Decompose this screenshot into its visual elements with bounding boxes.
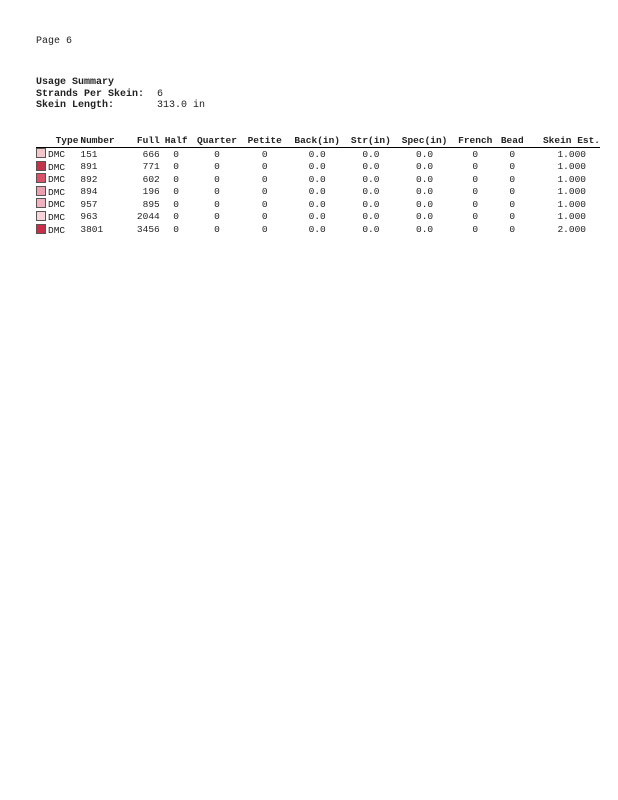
quarter-count: 0 — [214, 173, 220, 185]
thread-type-cell — [36, 161, 78, 174]
thread-number: 957 — [80, 198, 98, 210]
half-count: 0 — [173, 161, 179, 173]
bead-count: 0 — [509, 211, 516, 223]
french-count: 0 — [472, 198, 479, 210]
thread-type: DMC — [48, 199, 66, 211]
quarter-count: 0 — [214, 161, 220, 173]
half-count: 0 — [173, 198, 179, 210]
petite-count: 0 — [261, 148, 268, 160]
thread-number: 894 — [80, 186, 98, 198]
spec-length: 0.0 — [416, 198, 434, 210]
str-length: 0.0 — [362, 186, 380, 198]
thread-type-cell — [36, 211, 78, 224]
back-length: 0.0 — [308, 186, 326, 198]
header-type: Type — [36, 134, 78, 148]
color-swatch — [36, 148, 46, 158]
str-length: 0.0 — [362, 173, 380, 185]
french-count: 0 — [472, 211, 479, 223]
thread-type: DMC — [48, 149, 66, 160]
spec-length: 0.0 — [416, 211, 434, 223]
half-count: 0 — [173, 211, 179, 223]
header-number: Number — [78, 134, 123, 148]
header-str: Str(in) — [346, 134, 395, 148]
skein-estimate: 1.000 — [557, 211, 586, 223]
header-skein-est: Skein Est. — [528, 134, 600, 148]
quarter-count: 0 — [214, 198, 220, 210]
header-spec: Spec(in) — [395, 134, 453, 148]
str-length: 0.0 — [362, 224, 380, 236]
thread-number: 151 — [80, 148, 98, 160]
color-swatch — [36, 211, 46, 221]
petite-count: 0 — [261, 211, 268, 223]
thread-number: 3801 — [80, 224, 104, 236]
thread-number: 963 — [80, 211, 98, 223]
full-count: 196 — [142, 186, 160, 198]
str-length: 0.0 — [362, 198, 380, 210]
half-count: 0 — [173, 224, 179, 236]
petite-count: 0 — [261, 186, 268, 198]
back-length: 0.0 — [308, 224, 326, 236]
color-swatch — [36, 173, 46, 183]
table-row — [36, 161, 600, 174]
bead-count: 0 — [509, 186, 516, 198]
thread-type: DMC — [48, 211, 66, 223]
thread-type: DMC — [48, 174, 66, 186]
french-count: 0 — [472, 186, 479, 198]
full-count: 602 — [142, 173, 160, 185]
table-header-row — [36, 134, 600, 148]
table-row — [36, 186, 600, 199]
full-count: 2044 — [136, 211, 160, 223]
bead-count: 0 — [509, 173, 516, 185]
full-count: 895 — [142, 198, 160, 210]
table-row — [36, 173, 600, 186]
skein-estimate: 1.000 — [557, 173, 586, 185]
color-swatch — [36, 224, 46, 234]
header-french: French — [454, 134, 497, 148]
petite-count: 0 — [261, 198, 268, 210]
quarter-count: 0 — [214, 148, 220, 160]
thread-type-cell — [36, 224, 78, 237]
thread-type-cell — [36, 148, 78, 161]
str-length: 0.0 — [362, 148, 380, 160]
thread-type-cell — [36, 186, 78, 199]
page-number: Page 6 — [36, 36, 73, 47]
color-swatch — [36, 198, 46, 208]
petite-count: 0 — [261, 173, 268, 185]
thread-type-cell — [36, 198, 78, 211]
skein-estimate: 1.000 — [557, 198, 586, 210]
header-back: Back(in) — [288, 134, 346, 148]
usage-table — [36, 134, 600, 236]
thread-number: 892 — [80, 173, 98, 185]
french-count: 0 — [472, 148, 479, 160]
bead-count: 0 — [509, 161, 516, 173]
color-swatch — [36, 161, 46, 171]
bead-count: 0 — [509, 148, 516, 160]
str-length: 0.0 — [362, 161, 380, 173]
bead-count: 0 — [509, 198, 516, 210]
half-count: 0 — [173, 173, 179, 185]
spec-length: 0.0 — [416, 173, 434, 185]
french-count: 0 — [472, 161, 479, 173]
quarter-count: 0 — [214, 224, 220, 236]
header-bead: Bead — [497, 134, 528, 148]
usage-summary — [36, 77, 205, 112]
back-length: 0.0 — [308, 198, 326, 210]
summary-title: Usage Summary — [36, 77, 115, 88]
back-length: 0.0 — [308, 173, 326, 185]
header-full: Full — [123, 134, 159, 148]
table-row — [36, 198, 600, 211]
header-half: Half — [160, 134, 193, 148]
french-count: 0 — [472, 224, 479, 236]
back-length: 0.0 — [308, 148, 326, 160]
bead-count: 0 — [509, 224, 516, 236]
full-count: 3456 — [136, 224, 160, 236]
quarter-count: 0 — [214, 186, 220, 198]
half-count: 0 — [173, 186, 179, 198]
skein-length-value: 313.0 in — [157, 100, 206, 111]
thread-type: DMC — [48, 186, 66, 198]
strands-per-skein-value: 6 — [157, 88, 164, 100]
petite-count: 0 — [261, 224, 268, 236]
petite-count: 0 — [261, 161, 268, 173]
full-count: 771 — [142, 161, 160, 173]
spec-length: 0.0 — [416, 224, 434, 236]
thread-type: DMC — [48, 161, 66, 173]
back-length: 0.0 — [308, 211, 326, 223]
thread-number: 891 — [80, 161, 98, 173]
table-row — [36, 224, 600, 237]
table-row — [36, 211, 600, 224]
str-length: 0.0 — [362, 211, 380, 223]
spec-length: 0.0 — [416, 161, 434, 173]
back-length: 0.0 — [308, 161, 326, 173]
skein-length-label: Skein Length: — [36, 100, 115, 111]
spec-length: 0.0 — [416, 148, 434, 160]
spec-length: 0.0 — [416, 186, 434, 198]
skein-estimate: 2.000 — [557, 224, 586, 236]
header-petite: Petite — [241, 134, 288, 148]
thread-type: DMC — [48, 224, 66, 236]
skein-estimate: 1.000 — [557, 161, 586, 173]
thread-type-cell — [36, 173, 78, 186]
header-quarter: Quarter — [193, 134, 242, 148]
skein-estimate: 1.000 — [557, 148, 586, 160]
full-count: 666 — [142, 148, 160, 160]
half-count: 0 — [173, 148, 179, 160]
color-swatch — [36, 186, 46, 196]
french-count: 0 — [472, 173, 479, 185]
table-row — [36, 148, 600, 161]
strands-per-skein-label: Strands Per Skein: — [36, 88, 145, 100]
quarter-count: 0 — [214, 211, 220, 223]
skein-estimate: 1.000 — [557, 186, 586, 198]
